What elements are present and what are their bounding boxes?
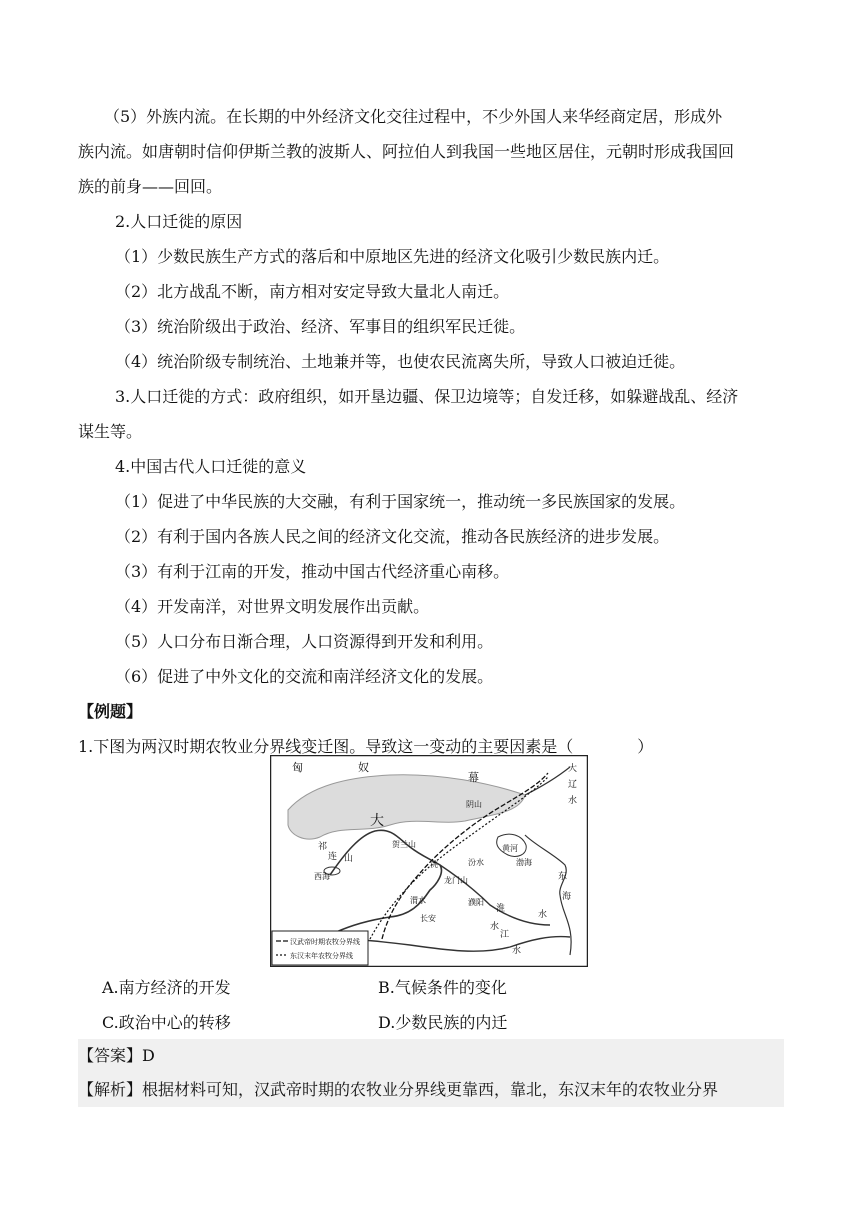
section-4-item: （3）有利于江南的开发，推动中国古代经济重心南移。 xyxy=(115,562,510,581)
section-4-item: （2）有利于国内各族人民之间的经济文化交流，推动各民族经济的进步发展。 xyxy=(115,527,670,546)
legend-eastern-han: 东汉末年农牧分界线 xyxy=(290,952,353,960)
label-fenshui: 汾水 xyxy=(468,858,484,867)
section-2-item: （4）统治阶级专制统治、土地兼并等，也使农民流离失所，导致人口被迫迁徙。 xyxy=(115,352,686,371)
option-c[interactable]: C.政治中心的转移 xyxy=(102,1013,231,1032)
answer-shade xyxy=(78,1039,784,1073)
option-b[interactable]: B.气候条件的变化 xyxy=(378,978,507,997)
label-liaoshui-2: 辽 xyxy=(568,780,578,790)
section-4-item: （6）促进了中外文化的交流和南洋经济文化的发展。 xyxy=(115,667,494,686)
label-helanshan: 贺兰山 xyxy=(392,840,416,849)
paragraph-5-line-1: （5）外族内流。在长期的中外经济文化交往过程中，不少外国人来华经商定居，形成外 xyxy=(104,107,723,126)
section-4-item: （4）开发南洋，对世界文明发展作出贡献。 xyxy=(115,597,430,616)
section-4-item: （5）人口分布日渐合理，人口资源得到开发和利用。 xyxy=(115,632,494,651)
label-donghai-2: 海 xyxy=(562,892,572,902)
label-yinshan: 阴山 xyxy=(466,800,482,809)
label-shui-1: 水 xyxy=(538,910,548,920)
paragraph-5-line-2: 族内流。如唐朝时信仰伊斯兰教的波斯人、阿拉伯人到我国一些地区居住，元朝时形成我国回 xyxy=(78,142,735,161)
section-2-heading: 2.人口迁徙的原因 xyxy=(115,212,243,231)
label-da: 大 xyxy=(370,813,384,829)
section-3-line-2: 谋生等。 xyxy=(78,422,143,441)
label-tao: 洮 xyxy=(430,860,438,869)
paragraph-5-line-3: 族的前身——回回。 xyxy=(78,177,223,196)
analysis-text: 【解析】根据材料可知，汉武帝时期的农牧业分界线更靠西，靠北，东汉末年的农牧业分界 xyxy=(78,1080,719,1099)
map-figure xyxy=(270,755,588,967)
label-jiang: 江 xyxy=(500,930,510,940)
option-a[interactable]: A.南方经济的开发 xyxy=(102,978,231,997)
example-question: 1.下图为两汉时期农牧业分界线变迁图。导致这一变动的主要因素是（ ） xyxy=(78,737,654,756)
label-xiongnu-1: 匈 xyxy=(292,761,303,774)
section-4-item: （1）促进了中华民族的大交融，有利于国家统一，推动统一多民族国家的发展。 xyxy=(115,492,686,511)
label-changan: 长安 xyxy=(420,914,436,923)
answer-text: 【答案】D xyxy=(78,1046,155,1065)
label-huanghe: 黄河 xyxy=(502,844,518,853)
legend-han-wudi: 汉武帝时期农牧分界线 xyxy=(290,938,360,946)
label-weishui: 渭水 xyxy=(410,896,426,905)
label-donghai-1: 东 xyxy=(558,872,568,882)
label-liaoshui-3: 水 xyxy=(568,796,578,806)
label-xiongnu-2: 奴 xyxy=(358,761,369,774)
label-qilian-3: 山 xyxy=(344,854,354,864)
label-liaoshui-1: 大 xyxy=(568,764,578,774)
section-2-item: （2）北方战乱不断，南方相对安定导致大量北人南迁。 xyxy=(115,282,510,301)
section-2-item: （1）少数民族生产方式的落后和中原地区先进的经济文化吸引少数民族内迁。 xyxy=(115,247,670,266)
section-3-line-1: 3.人口迁徙的方式：政府组织，如开垦边疆、保卫边境等；自发迁移，如躲避战乱、经济 xyxy=(115,387,739,406)
option-d[interactable]: D.少数民族的内迁 xyxy=(378,1013,508,1032)
label-mo: 幕 xyxy=(468,771,479,784)
label-shui-2: 水 xyxy=(490,922,500,932)
section-4-heading: 4.中国古代人口迁徙的意义 xyxy=(115,457,307,476)
label-qilian-1: 祁 xyxy=(318,842,328,852)
label-longmen: 龙门山 xyxy=(444,876,468,885)
label-huai: 淮 xyxy=(496,904,506,914)
label-qilian-2: 连 xyxy=(328,852,338,862)
label-xihai: 西海 xyxy=(314,872,330,881)
label-shui-3: 水 xyxy=(512,946,522,956)
label-bohai: 渤海 xyxy=(516,858,532,867)
example-label: 【例题】 xyxy=(78,702,143,721)
label-puyang: 濮阳 xyxy=(468,898,484,907)
section-2-item: （3）统治阶级出于政治、经济、军事目的组织军民迁徙。 xyxy=(115,317,526,336)
